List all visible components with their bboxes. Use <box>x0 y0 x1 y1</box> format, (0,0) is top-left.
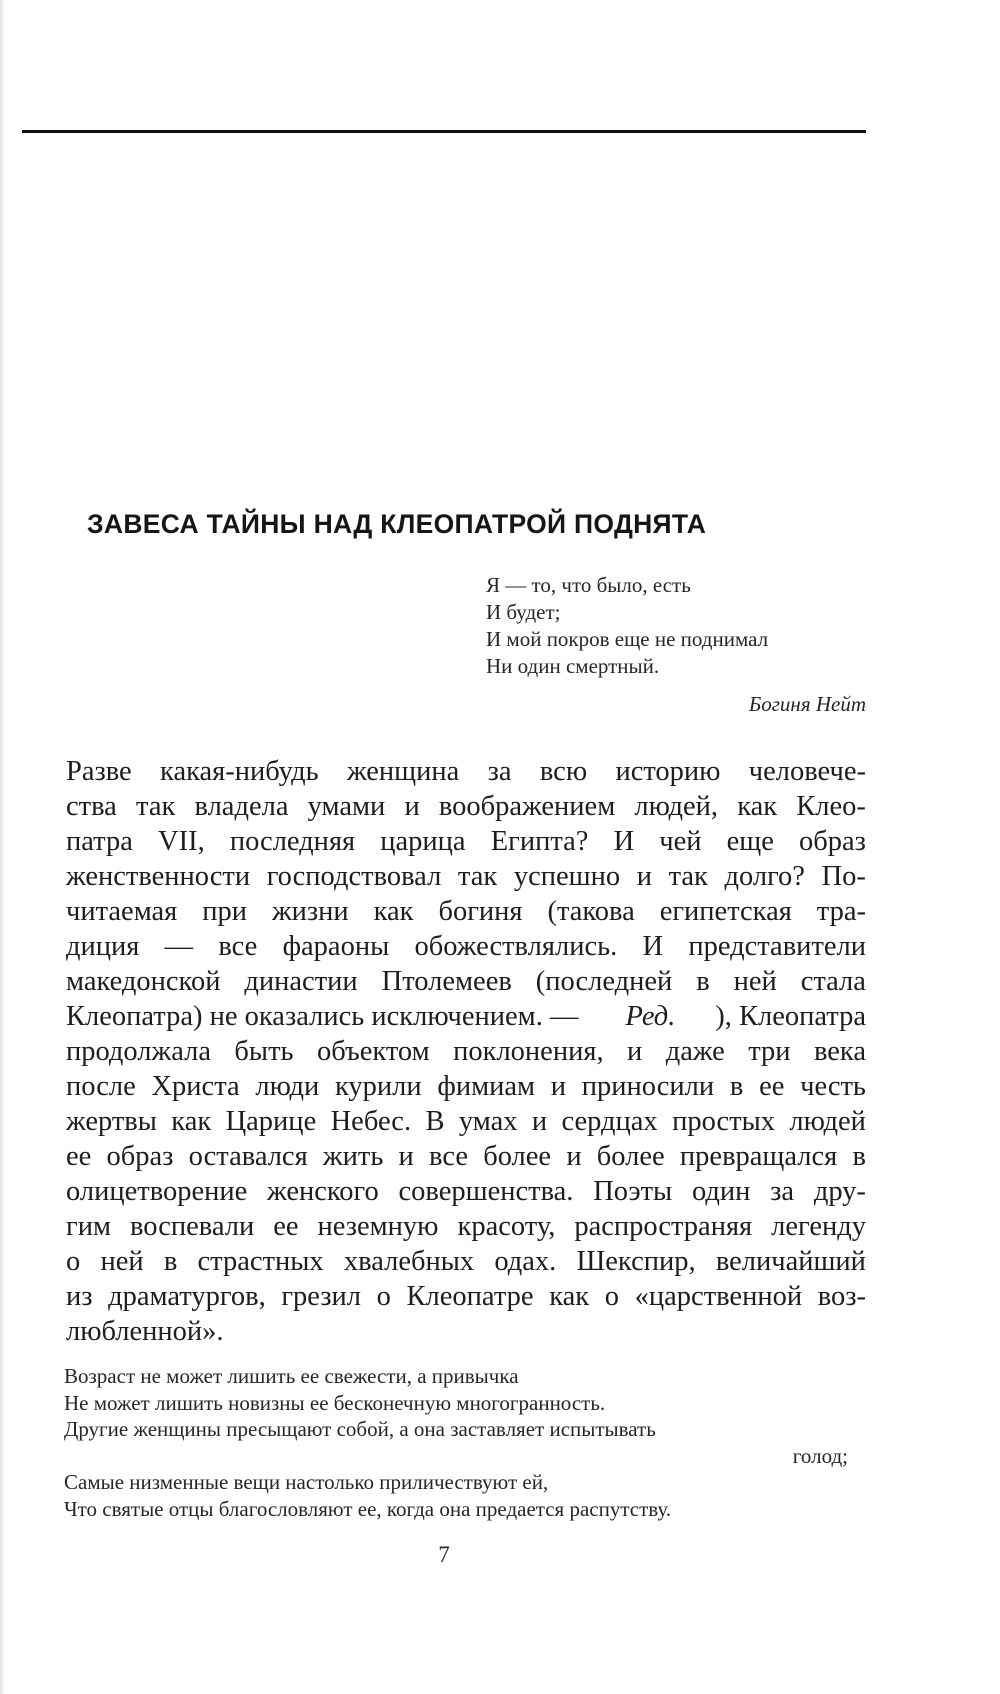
word: еще <box>726 826 774 857</box>
verse-line: Самые низменные вещи настолько приличествуют ей, <box>64 1470 549 1494</box>
word: патра <box>66 826 133 857</box>
word: македонской <box>66 966 221 997</box>
word: продолжала <box>66 1036 211 1067</box>
word: представители <box>688 931 866 962</box>
word: и <box>566 1141 582 1172</box>
word: ее <box>759 1071 785 1102</box>
word: Птолемеев <box>381 966 512 997</box>
body-line <box>66 1034 866 1069</box>
epigraph-line: И мой покров еще не поднимал <box>486 627 769 651</box>
word: Египта? <box>490 826 589 857</box>
word: более <box>483 1141 552 1172</box>
body-line <box>66 1104 866 1139</box>
word: так <box>668 861 708 892</box>
word: при <box>202 896 247 927</box>
word: за <box>770 1176 795 1207</box>
word: египетская <box>659 896 792 927</box>
word: (такова <box>547 896 635 927</box>
word: последняя <box>229 826 356 857</box>
word: Христа <box>151 1071 240 1102</box>
word: так <box>136 791 176 822</box>
body-line <box>66 929 866 964</box>
word: и <box>627 1036 643 1067</box>
word: Разве <box>66 756 132 787</box>
word: воспевали <box>129 1211 255 1242</box>
word: все <box>218 931 258 962</box>
word: Шекспир, <box>576 1246 696 1277</box>
body-line <box>66 964 866 999</box>
word: (последней <box>535 966 673 997</box>
word: воображением <box>438 791 616 822</box>
word: оставался <box>188 1141 308 1172</box>
word: успешно <box>513 861 621 892</box>
body-line <box>66 789 866 824</box>
body-line <box>66 894 866 929</box>
word: в <box>852 1141 866 1172</box>
body-line-with-editor-note <box>66 999 866 1034</box>
word: жертвы <box>66 1106 157 1137</box>
word: как <box>549 1281 590 1312</box>
body-line <box>66 1279 866 1314</box>
word: из <box>66 1281 93 1312</box>
word: так <box>457 861 498 892</box>
word: один <box>691 1176 751 1207</box>
word: ней <box>100 1246 144 1277</box>
word: Царице <box>225 1106 317 1137</box>
word: дру- <box>813 1176 866 1207</box>
word: и <box>404 791 420 822</box>
epigraph-line: Я — то, что было, есть <box>486 573 691 597</box>
word: Небес. <box>330 1106 412 1137</box>
verse-line: Не может лишить новизны ее бесконечную многогранность. <box>64 1390 606 1415</box>
word: людей <box>789 1106 866 1137</box>
word: фараоны <box>282 931 390 962</box>
body-line-text: Клеопатра) не оказались исключением. — <box>66 1001 586 1032</box>
word: И <box>642 931 664 962</box>
word: стала <box>800 966 866 997</box>
word: за <box>487 756 512 787</box>
word: всю <box>539 756 588 787</box>
word: Клеопатре <box>406 1281 534 1312</box>
body-line <box>66 1244 866 1279</box>
word: олицетворение <box>66 1176 248 1207</box>
word: люди <box>255 1071 320 1102</box>
word: объектом <box>316 1036 430 1067</box>
word: владела <box>194 791 289 822</box>
word: как <box>171 1106 212 1137</box>
word: VII, <box>158 826 205 857</box>
word: о <box>604 1281 619 1312</box>
word: и <box>550 1071 567 1102</box>
epigraph <box>486 572 866 680</box>
word: образ <box>106 1141 174 1172</box>
word: людей, <box>634 791 719 822</box>
body-paragraph <box>66 754 866 1349</box>
word: совершенства. <box>398 1176 574 1207</box>
editor-abbreviation: Ред. <box>625 1001 676 1032</box>
verse-line: Что святые отцы благословляют ее, когда она предается распутству. <box>64 1496 672 1521</box>
word: ее <box>273 1211 299 1242</box>
word: драматургов, <box>108 1281 266 1312</box>
word: женского <box>267 1176 379 1207</box>
verse-quote <box>64 1363 874 1522</box>
word: красоту, <box>457 1211 556 1242</box>
word: Поэты <box>593 1176 673 1207</box>
body-line <box>66 1069 866 1104</box>
word: одах. <box>494 1246 557 1277</box>
word: чей <box>659 826 702 857</box>
word: и <box>636 861 652 892</box>
word: диция <box>66 931 140 962</box>
word: о <box>376 1281 391 1312</box>
word: обожествлялись. <box>414 931 618 962</box>
word: более <box>596 1141 665 1172</box>
word: образ <box>799 826 866 857</box>
word: все <box>429 1141 468 1172</box>
body-line-text-continued: ), Клеопатра <box>715 1001 866 1032</box>
word: даже <box>665 1036 725 1067</box>
word: в <box>696 966 710 997</box>
word: хвалебных <box>343 1246 475 1277</box>
word: умами <box>307 791 386 822</box>
chapter-title: ЗАВЕСА ТАЙНЫ НАД КЛЕОПАТРОЙ ПОДНЯТА <box>87 509 707 539</box>
word: воз- <box>817 1281 866 1312</box>
word: поклонения, <box>453 1036 604 1067</box>
word: царица <box>380 826 466 857</box>
word: и <box>531 1106 548 1137</box>
epigraph-line: Ни один смертный. <box>486 654 660 678</box>
word: распространяя <box>574 1211 753 1242</box>
word: страстных <box>197 1246 324 1277</box>
word: как <box>373 896 414 927</box>
body-line: любленной». <box>66 1316 224 1347</box>
verse-line: Другие женщины пресыщают собой, а она заставляет испытывать <box>64 1417 656 1441</box>
word: ней <box>733 966 777 997</box>
word: И <box>613 826 635 857</box>
word: жизни <box>271 896 349 927</box>
body-line <box>66 1174 866 1209</box>
word: курили <box>334 1071 422 1102</box>
word: читаемая <box>66 896 178 927</box>
word: величайший <box>715 1246 866 1277</box>
epigraph-line: И будет; <box>486 600 561 624</box>
word: превращался <box>679 1141 838 1172</box>
word: ства <box>66 791 117 822</box>
page-edge-shadow <box>0 0 5 1694</box>
word: неземную <box>317 1211 439 1242</box>
word: честь <box>800 1071 866 1102</box>
verse-line: Возраст не может лишить ее свежести, а привычка <box>64 1364 519 1388</box>
word: Клео- <box>796 791 866 822</box>
word: фимиам <box>437 1071 536 1102</box>
word: жить <box>322 1141 384 1172</box>
epigraph-attribution: Богиня Нейт <box>748 692 866 716</box>
body-line <box>66 824 866 859</box>
word: По- <box>821 861 866 892</box>
word: — <box>164 931 194 962</box>
body-line <box>66 1139 866 1174</box>
word: долго? <box>724 861 805 892</box>
word: в <box>163 1246 178 1277</box>
word: «царственной <box>634 1281 803 1312</box>
word: гим <box>66 1211 111 1242</box>
word: и <box>398 1141 414 1172</box>
word: три <box>748 1036 791 1067</box>
word: легенду <box>771 1211 866 1242</box>
word: тра- <box>816 896 866 927</box>
top-horizontal-rule <box>22 130 866 133</box>
body-line <box>66 859 866 894</box>
word: простых <box>672 1106 776 1137</box>
word: сердцах <box>561 1106 658 1137</box>
word: как <box>737 791 778 822</box>
word: какая-нибудь <box>160 756 319 787</box>
word: в <box>729 1071 744 1102</box>
word: женственности <box>66 861 251 892</box>
verse-line-continuation: голод; <box>792 1443 848 1468</box>
body-line <box>66 1209 866 1244</box>
page-number: 7 <box>438 1542 450 1567</box>
body-line <box>66 754 866 789</box>
word: династии <box>244 966 358 997</box>
word: богиня <box>438 896 523 927</box>
word: умах <box>458 1106 518 1137</box>
word: ее <box>66 1141 92 1172</box>
word: о <box>66 1246 81 1277</box>
word: господствовал <box>266 861 442 892</box>
word: женщина <box>346 756 460 787</box>
word: В <box>425 1106 445 1137</box>
word: историю <box>615 756 721 787</box>
word: грезил <box>281 1281 362 1312</box>
word: быть <box>234 1036 294 1067</box>
word: после <box>66 1071 136 1102</box>
word: века <box>813 1036 866 1067</box>
word: приносили <box>581 1071 715 1102</box>
word: человече- <box>748 756 866 787</box>
